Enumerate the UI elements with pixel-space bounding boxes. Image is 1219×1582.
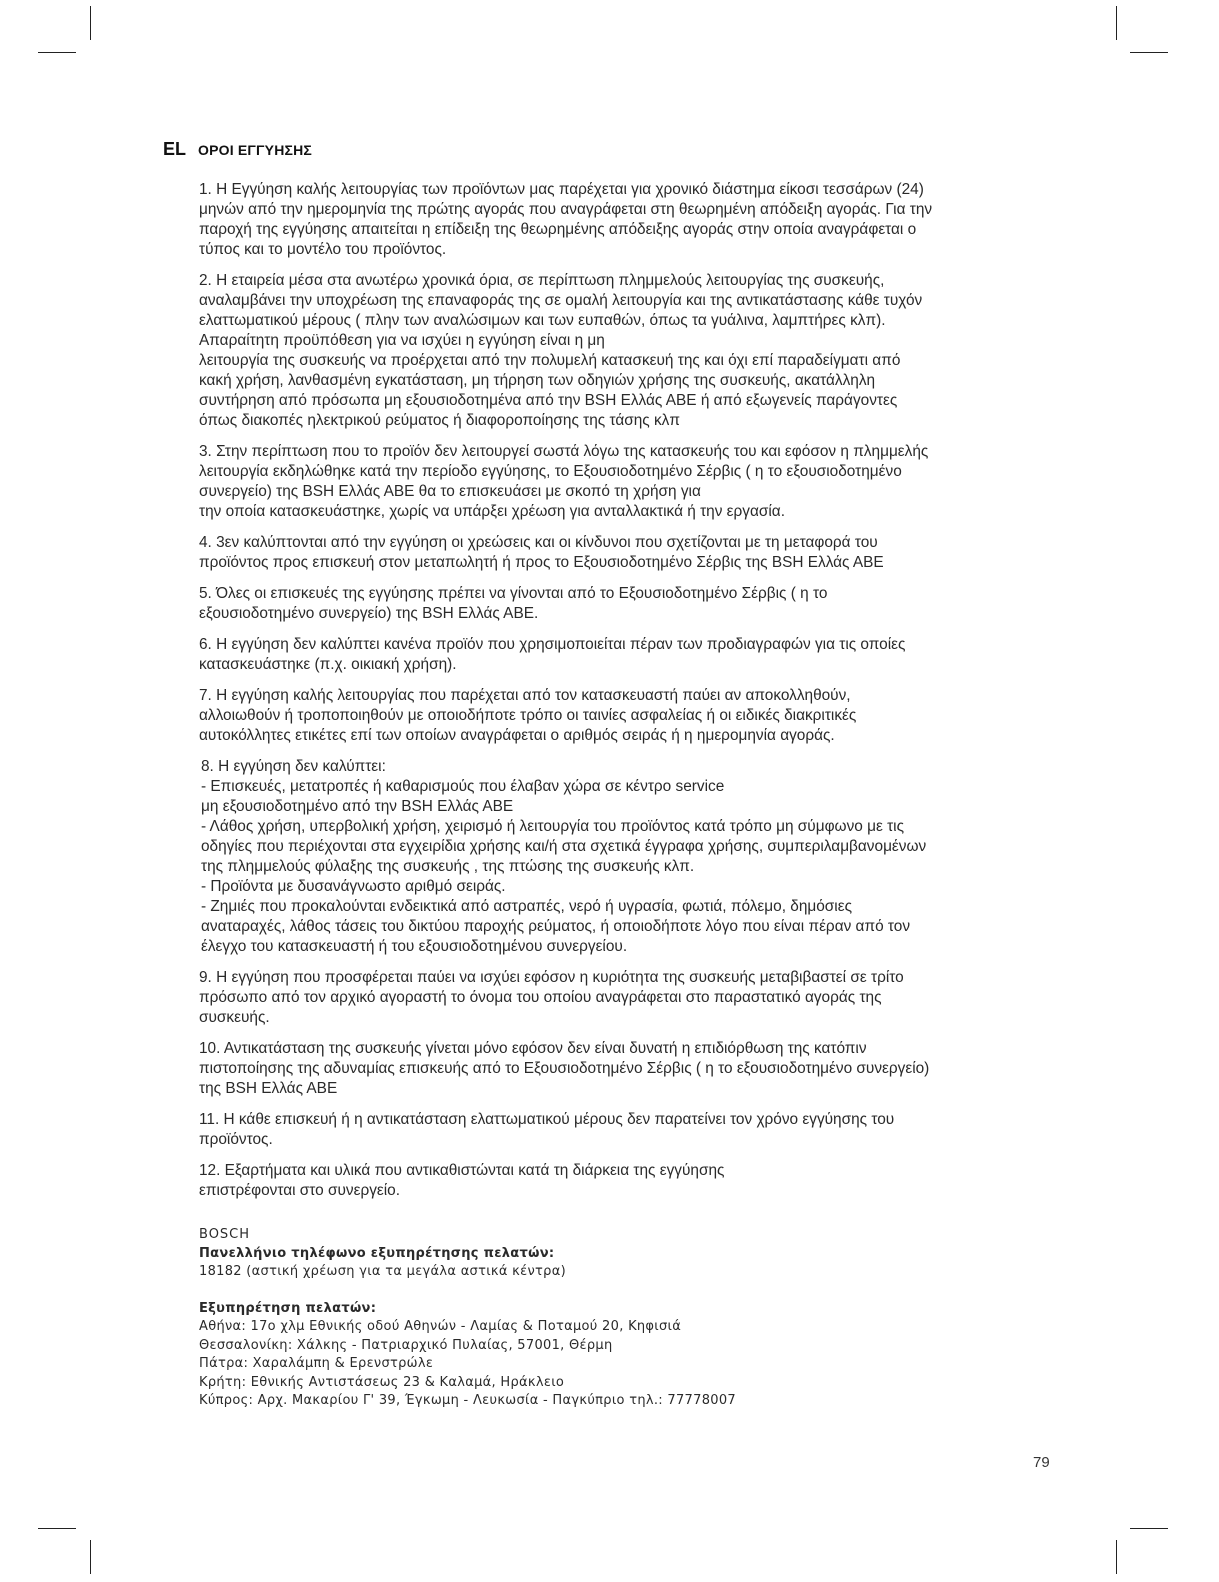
paragraph-11 xyxy=(199,1110,1029,1150)
text-line: λειτουργία της συσκευής να προέρχεται από την πολυμελή κατασκευή της και όχι επί παραδείγματι από xyxy=(199,352,901,369)
location-crete: Κρήτη: Εθνικής Αντιστάσεως 23 & Καλαμά, Ηράκλειο xyxy=(199,1374,565,1390)
paragraph-5 xyxy=(199,584,1029,624)
text-line: της BSH Ελλάς ΑΒΕ xyxy=(199,1080,338,1097)
text-line: αυτοκόλλητες ετικέτες επί των οποίων αναγράφεται ο αριθμός σειράς ή η ημερομηνία αγοράς. xyxy=(199,727,835,744)
text-line: 4. 3εν καλύπτονται από την εγγύηση οι χρεώσεις και οι κίνδυνοι που σχετίζονται με τη μεταφορά του xyxy=(199,534,878,551)
paragraph-10 xyxy=(199,1039,1029,1099)
page-title: ΟΡΟΙ ΕΓΓΥΗΣΗΣ xyxy=(198,142,313,158)
text-line: - Ζημιές που προκαλούνται ενδεικτικά από αστραπές, νερό ή υγρασία, φωτιά, πόλεμο, δημόσιες xyxy=(201,898,853,915)
hotline-label: Πανελλήνιο τηλέφωνο εξυπηρέτησης πελατών: xyxy=(199,1245,555,1261)
page-number: 79 xyxy=(1033,1454,1050,1471)
text-line: πιστοποίησης της αδυναμίας επισκευής από το Εξουσιοδοτημένο Σέρβις ( η το εξουσιοδοτημένο συνεργείο) xyxy=(199,1060,930,1077)
text-line: την οποία κατασκευάστηκε, χωρίς να υπάρξει χρέωση για ανταλλακτικά ή την εργασία. xyxy=(199,503,785,520)
text-line: ελαττωματικού μέρους ( πλην των αναλώσιμων και των ευπαθών, όπως τα γυάλινα, λαμπτήρες κλπ). xyxy=(199,312,886,329)
text-line: 11. Η κάθε επισκευή ή η αντικατάσταση ελαττωματικού μέρους δεν παρατείνει τον χρόνο εγγύησης του xyxy=(199,1111,895,1128)
text-line: 5. Όλες οι επισκευές της εγγύησης πρέπει να γίνονται από το Εξουσιοδοτημένο Σέρβις ( η το xyxy=(199,585,828,602)
service-label: Εξυπηρέτηση πελατών: xyxy=(199,1300,377,1316)
text-line: κατασκευάστηκε (π.χ. οικιακή χρήση). xyxy=(199,656,457,673)
crop-mark-top-right-vertical xyxy=(1116,6,1117,40)
paragraph-1 xyxy=(199,180,1029,260)
text-line: 10. Αντικατάσταση της συσκευής γίνεται μόνο εφόσον δεν είναι δυνατή η επιδιόρθωση της κατόπιν xyxy=(199,1040,867,1057)
crop-mark-top-right-horizontal xyxy=(1130,52,1168,53)
text-line: συνεργείο) της BSH Ελλάς ΑΒΕ θα το επισκευάσει με σκοπό τη χρήση για xyxy=(199,483,701,500)
paragraph-12 xyxy=(199,1161,1029,1201)
text-line: έλεγχο του κατασκευαστή ή του εξουσιοδοτημένου συνεργείου. xyxy=(201,938,628,955)
text-line: τύπος και το μοντέλο του προϊόντος. xyxy=(199,241,447,258)
location-thessaloniki: Θεσσαλονίκη: Χάλκης - Πατριαρχικό Πυλαίας, 57001, Θέρμη xyxy=(199,1337,613,1353)
paragraph-6 xyxy=(199,635,1029,675)
brand-name: BOSCH xyxy=(199,1227,251,1242)
text-line: συσκευής. xyxy=(199,1009,270,1026)
text-line: κακή χρήση, λανθασμένη εγκατάσταση, μη τήρηση των οδηγιών χρήσης της συσκευής, ακατάλληλη xyxy=(199,372,876,389)
text-line: 9. Η εγγύηση που προσφέρεται παύει να ισχύει εφόσον η κυριότητα της συσκευής μεταβιβαστεί σε τρίτο xyxy=(199,969,904,986)
paragraph-9 xyxy=(199,968,1029,1028)
crop-mark-top-left-vertical xyxy=(90,6,91,40)
text-line: 8. Η εγγύηση δεν καλύπτει: xyxy=(201,758,386,775)
text-line: 3. Στην περίπτωση που το προϊόν δεν λειτουργεί σωστά λόγω της κατασκευής του και εφόσον η πλημμελής xyxy=(199,443,929,460)
text-line: οδηγίες που περιέχονται στα εγχειρίδια χρήσης και/ή στα σχετικά έγγραφα χρήσης, συμπεριλαμβανομένων xyxy=(201,838,927,855)
location-athens: Αθήνα: 17ο χλμ Εθνικής οδού Αθηνών - Λαμίας & Ποταμού 20, Κηφισιά xyxy=(199,1319,682,1334)
text-line: προϊόντος προς επισκευή στον μεταπωλητή ή προς το Εξουσιοδοτημένο Σέρβις της BSH Ελλάς ΑΒΕ xyxy=(199,554,884,571)
text-line: όπως διακοπές ηλεκτρικού ρεύματος ή διαφοροποίησης της τάσης κλπ xyxy=(199,412,680,429)
text-line: 1. Η Εγγύηση καλής λειτουργίας των προϊόντων μας παρέχεται για χρονικό διάστημα είκοσι τεσσάρων (24) xyxy=(199,181,924,198)
paragraph-2 xyxy=(199,271,1029,431)
text-line: 2. Η εταιρεία μέσα στα ανωτέρω χρονικά όρια, σε περίπτωση πλημμελούς λειτουργίας της συσκευής, xyxy=(199,272,885,289)
text-line: - Επισκευές, μετατροπές ή καθαρισμούς που έλαβαν χώρα σε κέντρο service xyxy=(201,778,725,795)
text-line: παροχή της εγγύησης απαιτείται η επίδειξη της θεωρημένης απόδειξης αγοράς στην οποία αναγράφεται ο xyxy=(199,221,917,238)
text-line: - Λάθος χρήση, υπερβολική χρήση, χειρισμό ή λειτουργία του προϊόντος κατά τρόπο μη σύμφωνο με τις xyxy=(201,818,905,835)
hotline-number: 18182 (αστική χρέωση για τα μεγάλα αστικά κέντρα) xyxy=(199,1264,566,1279)
paragraph-3 xyxy=(199,442,1029,522)
text-line: μη εξουσιοδοτημένο από την BSH Ελλάς ΑΒΕ xyxy=(201,798,514,815)
contact-info xyxy=(199,1226,736,1411)
text-line: προϊόντος. xyxy=(199,1131,273,1148)
text-line: λειτουργία εκδηλώθηκε κατά την περίοδο εγγύησης, το Εξουσιοδοτημένο Σέρβις ( η το εξουσιοδοτημένο xyxy=(199,463,902,480)
text-line: 6. Η εγγύηση δεν καλύπτει κανένα προϊόν που χρησιμοποιείται πέραν των προδιαγραφών για τις οποίες xyxy=(199,636,906,653)
text-line: πρόσωπο από τον αρχικό αγοραστή το όνομα του οποίου αναγράφεται στο παραστατικό αγοράς της xyxy=(199,989,882,1006)
text-line: αλλοιωθούν ή τροποποιηθούν με οποιοδήποτε τρόπο οι ταινίες ασφαλείας ή οι ειδικές διακριτικές xyxy=(199,707,857,724)
text-line: μηνών από την ημερομηνία της πρώτης αγοράς που αναγράφεται στη θεωρημένη απόδειξη αγοράς. Για την xyxy=(199,201,933,218)
text-line: αναταραχές, λάθος τάσεις του δικτύου παροχής ρεύματος, ή οποιοδήποτε λόγο που είναι πέραν από τον xyxy=(201,918,911,935)
location-cyprus: Κύπρος: Αρχ. Μακαρίου Γ' 39, Έγκωμη - Λευκωσία - Παγκύπριο τηλ.: 77778007 xyxy=(199,1393,736,1408)
text-line: της πλημμελούς φύλαξης της συσκευής , της πτώσης της συσκευής κλπ. xyxy=(201,858,695,875)
warranty-terms xyxy=(199,180,1029,1212)
location-patras: Πάτρα: Χαραλάμπη & Ερενστρώλε xyxy=(199,1356,434,1371)
paragraph-8 xyxy=(199,757,1029,957)
spacer xyxy=(199,1282,736,1300)
text-line: - Προϊόντα με δυσανάγνωστο αριθμό σειράς. xyxy=(201,878,506,895)
crop-mark-top-left-horizontal xyxy=(38,52,76,53)
crop-mark-bottom-left-vertical xyxy=(90,1540,91,1574)
crop-mark-bottom-right-vertical xyxy=(1116,1540,1117,1574)
paragraph-4 xyxy=(199,533,1029,573)
crop-mark-bottom-left-horizontal xyxy=(38,1528,76,1529)
text-line: Απαραίτητη προϋπόθεση για να ισχύει η εγγύηση είναι η μη xyxy=(199,332,605,349)
text-line: 12. Εξαρτήματα και υλικά που αντικαθιστώνται κατά τη διάρκεια της εγγύησης xyxy=(199,1162,725,1179)
text-line: αναλαμβάνει την υποχρέωση της επαναφοράς της σε ομαλή λειτουργία και της αντικατάστασης κάθε τυχόν xyxy=(199,292,923,309)
crop-mark-bottom-right-horizontal xyxy=(1130,1528,1168,1529)
language-code: EL xyxy=(163,139,187,159)
paragraph-7 xyxy=(199,686,1029,746)
text-line: 7. Η εγγύηση καλής λειτουργίας που παρέχεται από τον κατασκευαστή παύει αν αποκολληθούν, xyxy=(199,687,851,704)
text-line: επιστρέφονται στο συνεργείο. xyxy=(199,1182,401,1199)
text-line: εξουσιοδοτημένο συνεργείο) της BSH Ελλάς ΑΒΕ. xyxy=(199,605,539,622)
text-line: συντήρηση από πρόσωπα μη εξουσιοδοτημένα από την BSH Ελλάς ΑΒΕ ή από εξωγενείς παράγοντες xyxy=(199,392,898,409)
